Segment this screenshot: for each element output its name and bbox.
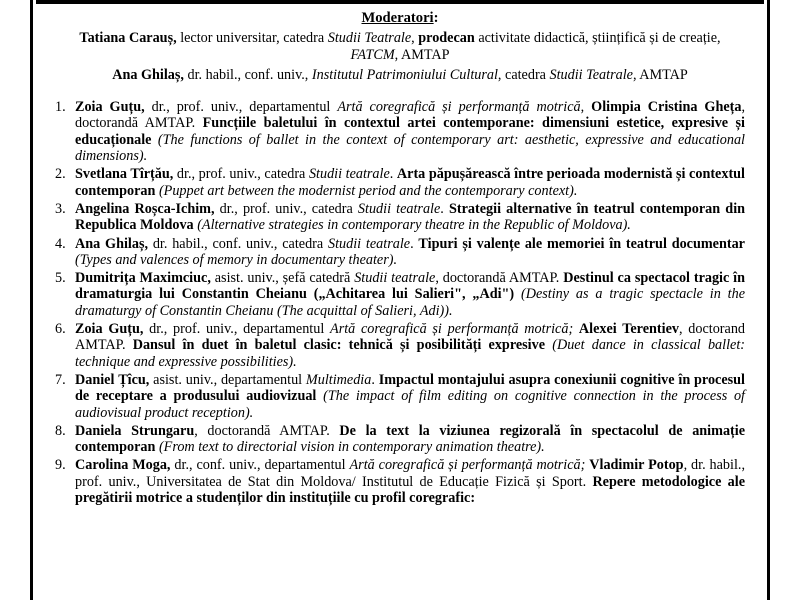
document-content [55, 10, 745, 508]
list-item: 2. Svetlana Tîrțău, dr., prof. univ., catedra Studii teatrale. Arta păpușărească între perioada modernistă și contextul contemporan (Puppet art between the modernist period and the contemporary context). [55, 166, 746, 199]
list-item: 9. Carolina Moga, dr., conf. univ., departamentul Artă coregrafică și performanță motrică; Vladimir Potop, dr. habil., prof. univ., Universitatea de Stat din Moldova/ Institutul de Educație Fizică și Sport. Repere metodologice ale pregătirii motrice a studenților din instituțiile cu profil coregrafic: [55, 457, 746, 507]
list-item: 8. Daniela Strungaru, doctorandă AMTAP. De la text la viziunea regizorală în spectacolul de animație contemporan (From text to directorial vision in contemporary animation theatre). [55, 422, 745, 456]
list-item: 5. Dumitrița Maximciuc, asist. univ., șefă catedră Studii teatrale, doctorandă AMTAP. Destinul ca spectacol tragic în dramaturgia lui Constantin Cheianu („Achitarea lui Salieri", „Adi") (Destiny as a tragic spectacle in the dramaturgy of Constantin Cheianu (The acquittal of Salieri, Adi)). [55, 270, 746, 319]
list-item: 7. Daniel Țîcu, asist. univ., departamentul Multimedia. Impactul montajului asupra conexiunii cognitive în procesul de receptare a produsului audiovizual (The impact of film editing on cognitive connection in the process of audiovisual product reception). [55, 371, 746, 421]
page-border-top [36, 0, 764, 4]
page-border-left [30, 0, 33, 600]
list-item: 4. Ana Ghilaș, dr. habil., conf. univ., catedra Studii teatrale. Tipuri și valențe ale memoriei în teatrul documentar (Types and valences of memory in documentary theater). [55, 235, 745, 268]
list-item: 6. Zoia Guțu, dr., prof. univ., departamentul Artă coregrafică și performanță motrică; Alexei Terentiev, doctorand AMTAP. Dansul în duet în baletul clasic: tehnică și posibilități expresive (Duet dance in classical ballet: technique and expressive possibilities). [55, 321, 746, 370]
page-border-right [767, 0, 770, 600]
list-item: 3. Angelina Roșca-Ichim, dr., prof. univ., catedra Studii teatrale. Strategii alternative în teatrul contemporan din Republica Moldova (Alternative strategies in contemporary theatre in the Republic of Moldova). [55, 200, 746, 234]
moderator-2: Ana Ghilaș, dr. habil., conf. univ., Institutul Patrimoniului Cultural, catedra Studii Teatrale, AMTAP [112, 66, 688, 83]
moderators-heading: Moderatori: [361, 10, 439, 26]
list-item: 1. Zoia Guțu, dr., prof. univ., departamentul Artă coregrafică și performanță motrică, Olimpia Cristina Gheța, doctorandă AMTAP. Funcțiile baletului în contextul artei contemporane: dimensiuni estetice, expresive și educaționale (The functions of ballet in the context of contemporary art: aesthetic, expressive and educational dimensions). [55, 99, 745, 165]
presentations-list [55, 99, 745, 506]
moderator-1: Tatiana Carauș, lector universitar, catedra Studii Teatrale, prodecan activitate didactică, științifică și de creație, FATCM, AMTAP [79, 30, 721, 63]
